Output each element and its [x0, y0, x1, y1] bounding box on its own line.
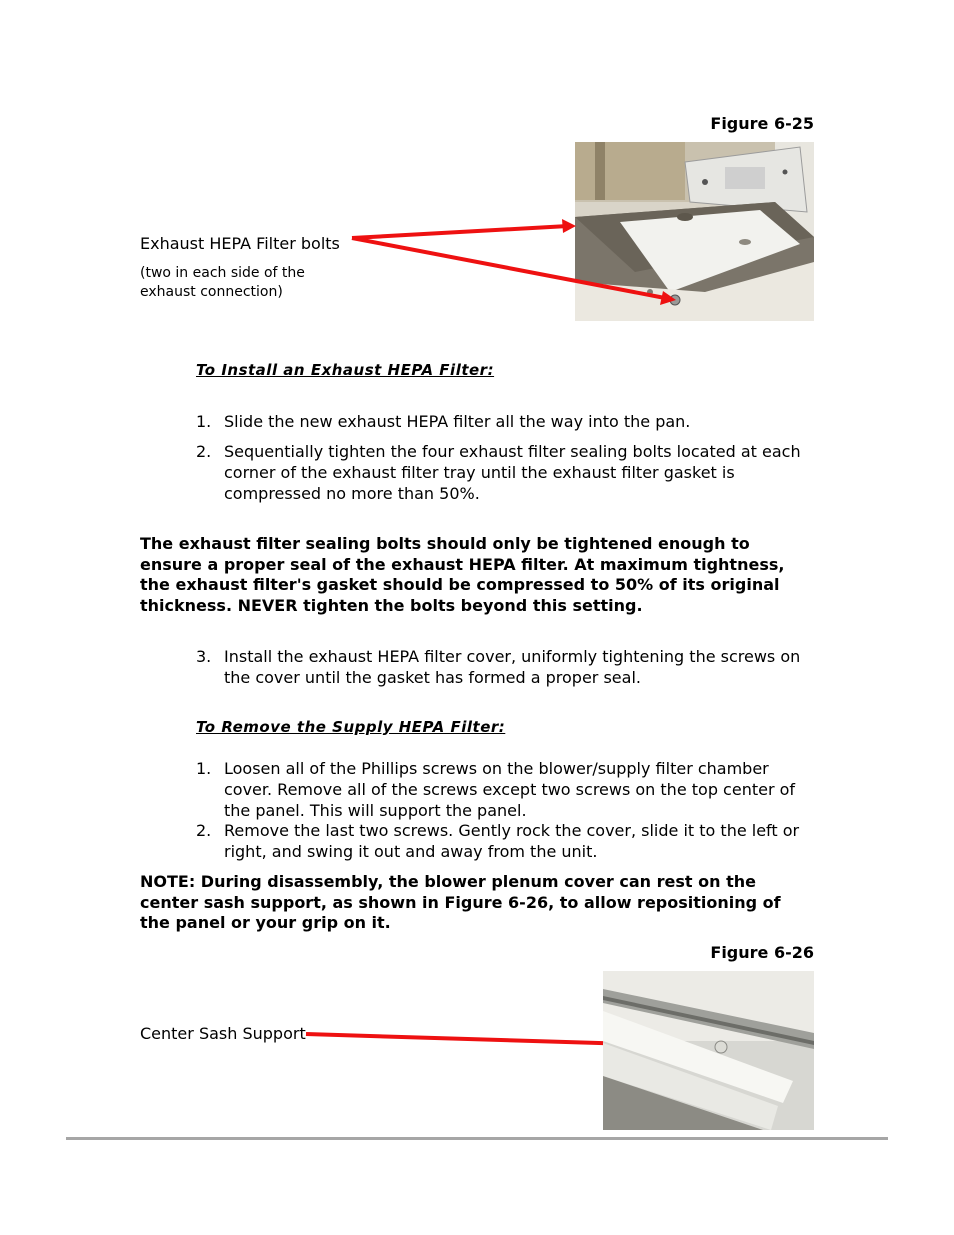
- step-number: 2.: [196, 442, 212, 461]
- figure-6-26-photo: [603, 971, 814, 1130]
- step-text: Loosen all of the Phillips screws on the blower/supply filter chamber cover. Remove all of the screws except two screws on the top center of the panel. This will support the panel.: [224, 759, 796, 820]
- remove-step-1: [196, 758, 816, 822]
- exhaust-hepa-bolts-sublabel: (two in each side of the exhaust connection): [140, 265, 305, 300]
- figure-6-25-caption: Figure 6-25: [710, 114, 814, 133]
- step-number: 1.: [196, 759, 212, 778]
- step-text: Install the exhaust HEPA filter cover, uniformly tightening the screws on the cover until the gasket has formed a proper seal.: [224, 647, 801, 687]
- step-number: 2.: [196, 821, 212, 840]
- step-number: 1.: [196, 412, 212, 431]
- step-text: Sequentially tighten the four exhaust filter sealing bolts located at each corner of the exhaust filter tray until the exhaust filter gasket is compressed no more than 50%.: [224, 442, 801, 503]
- step-number: 3.: [196, 647, 212, 666]
- center-sash-support-label: Center Sash Support: [140, 1024, 306, 1043]
- tightening-warning: The exhaust filter sealing bolts should only be tightened enough to ensure a proper seal of the exhaust HEPA filter. At maximum tightness, the exhaust filter's gasket should be compressed to 50% of its original thickness. NEVER tighten the bolts beyond this setting.: [140, 534, 785, 615]
- disassembly-note: NOTE: During disassembly, the blower plenum cover can rest on the center sash support, as shown in Figure 6-26, to allow repositioning of the panel or your grip on it.: [140, 872, 781, 932]
- arrow-to-upper-bolt: [352, 226, 568, 238]
- step-text: Remove the last two screws. Gently rock the cover, slide it to the left or right, and swing it out and away from the unit.: [224, 821, 800, 861]
- step-text: Slide the new exhaust HEPA filter all the way into the pan.: [224, 412, 691, 431]
- arrow-head-lower: [660, 291, 676, 305]
- footer-rule: [66, 1137, 888, 1140]
- install-step-3: [196, 646, 816, 690]
- remove-step-2: [196, 820, 816, 864]
- install-step-1: [196, 411, 816, 433]
- arrow-head-upper: [562, 219, 576, 233]
- figure-6-26-caption: Figure 6-26: [710, 943, 814, 962]
- remove-heading: To Remove the Supply HEPA Filter:: [196, 718, 506, 736]
- arrow-to-lower-bolt: [352, 238, 665, 298]
- install-heading: To Install an Exhaust HEPA Filter:: [196, 361, 495, 379]
- install-step-2: [196, 441, 816, 505]
- exhaust-hepa-bolts-label: Exhaust HEPA Filter bolts: [140, 234, 340, 253]
